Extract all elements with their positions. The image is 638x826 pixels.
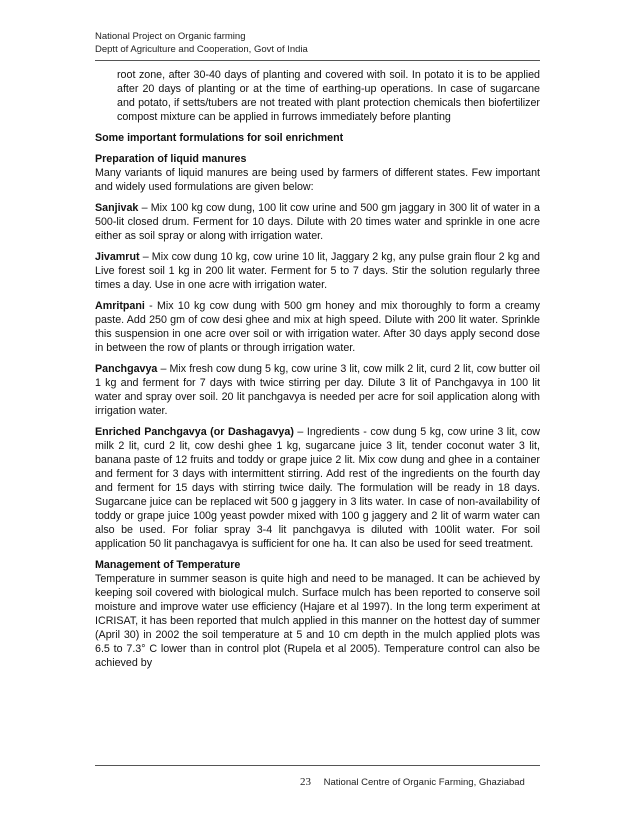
page-footer — [300, 776, 525, 788]
formulation-text: - Mix 10 kg cow dung with 500 gm honey and mix thoroughly to form a creamy paste. Add 250 gm of cow desi ghee and mix at high speed. Dilute with 200 lit water. Sprinkle this suspension in one acre over soil or with irrigation water. After 30 days apply second dose in between the row of plants or through irrigation water. — [95, 300, 540, 354]
section-title: Some important formulations for soil enrichment — [95, 132, 344, 144]
page-body — [95, 68, 540, 677]
formulation-dashagavya — [95, 425, 540, 551]
formulation-name: Enriched Panchgavya (or Dashagavya) — [95, 426, 294, 438]
footer-divider — [95, 765, 540, 766]
formulation-panchgavya — [95, 362, 540, 418]
liquid-manures-text: Many variants of liquid manures are being used by farmers of different states. Few important and widely used formulations are given below: — [95, 167, 540, 193]
formulation-amritpani — [95, 299, 540, 355]
page-header — [95, 30, 308, 56]
formulation-text: – Mix 100 kg cow dung, 100 lit cow urine and 500 gm jaggary in 300 lit of water in a 500-lit closed drum. Ferment for 10 days. Dilute with 20 times water and sprinkle in one acre either as soil spray or along with irrigation water. — [95, 202, 540, 242]
header-line-2: Deptt of Agriculture and Cooperation, Govt of India — [95, 44, 308, 55]
formulation-jivamrut — [95, 250, 540, 292]
liquid-manures-title: Preparation of liquid manures — [95, 153, 247, 165]
footer-text: National Centre of Organic Farming, Ghaziabad — [323, 777, 525, 788]
liquid-manures-block — [95, 152, 540, 194]
intro-paragraph: root zone, after 30-40 days of planting and covered with soil. In potato it is to be applied after 20 days of planting or at the time of earthing-up operations. In case of sugarcane and potato, if setts/tubers are not treated with plant protection chemicals then biofertilizer compost mixture can be applied in furrows immediately before planting — [117, 69, 540, 123]
formulation-name: Amritpani — [95, 300, 145, 312]
temperature-title: Management of Temperature — [95, 559, 241, 571]
formulation-name: Sanjivak — [95, 202, 139, 214]
header-divider — [95, 60, 540, 61]
temperature-text: Temperature in summer season is quite high and need to be managed. It can be achieved by keeping soil covered with biological mulch. Surface mulch has been reported to conserve soil moisture and improve water use efficiency (Hajare et al 1997). In the long term experiment at ICRISAT, it has been reported that mulch applied in this manner on the hottest day of summer (April 30) in 2002 the soil temperature at 5 and 10 cm depth in the mulch applied plots was 6.5 to 7.3° C lower than in control plot (Rupela et al 2005). Temperature control can also be achieved by — [95, 573, 540, 669]
formulation-text: – Ingredients - cow dung 5 kg, cow urine 3 lit, cow milk 2 lit, curd 2 lit, cow deshi ghee 1 kg, sugarcane juice 3 lit, tender coconut water 3 lit, banana paste of 12 fruits and toddy or grape juice 2 lit. Mix cow dung and ghee in a container and ferment for 3 days with intermittent stirring. Add rest of the ingredients on the fourth day and ferment for 15 days with stirring twice daily. The formulation will be ready in 18 days. Sugarcane juice can be replaced wit 500 g jaggery in 3 lits water. In case of non-availability of toddy or grape juice 100g yeast powder mixed with 100 g jaggery and 2 lit of warm water can also be used. For foliar spray 3-4 lit panchgavya is diluted with 100lit water. For soil application 50 lit panchagavya is sufficient for one ha. It can also be used for seed treatment. — [95, 426, 541, 550]
formulation-text: – Mix fresh cow dung 5 kg, cow urine 3 lit, cow milk 2 lit, curd 2 lit, cow butter oil 1 kg and ferment for 7 days with twice stirring per day. Dilute 3 lit of Panchgavya in 100 lit water and spray over soil. 20 lit panchgavya is needed per acre for soil application along with irrigation water. — [95, 363, 540, 417]
temperature-block — [95, 558, 540, 670]
formulation-sanjivak — [95, 201, 540, 243]
formulation-name: Panchgavya — [95, 363, 158, 375]
page-number: 23 — [300, 776, 311, 788]
formulation-name: Jivamrut — [95, 251, 140, 263]
header-line-1: National Project on Organic farming — [95, 31, 246, 42]
formulation-text: – Mix cow dung 10 kg, cow urine 10 lit, Jaggary 2 kg, any pulse grain flour 2 kg and Live forest soil 1 kg in 200 lit water. Ferment for 5 to 7 days. Stir the solution regularly three times a day. Use in one acre with irrigation water. — [95, 251, 540, 291]
